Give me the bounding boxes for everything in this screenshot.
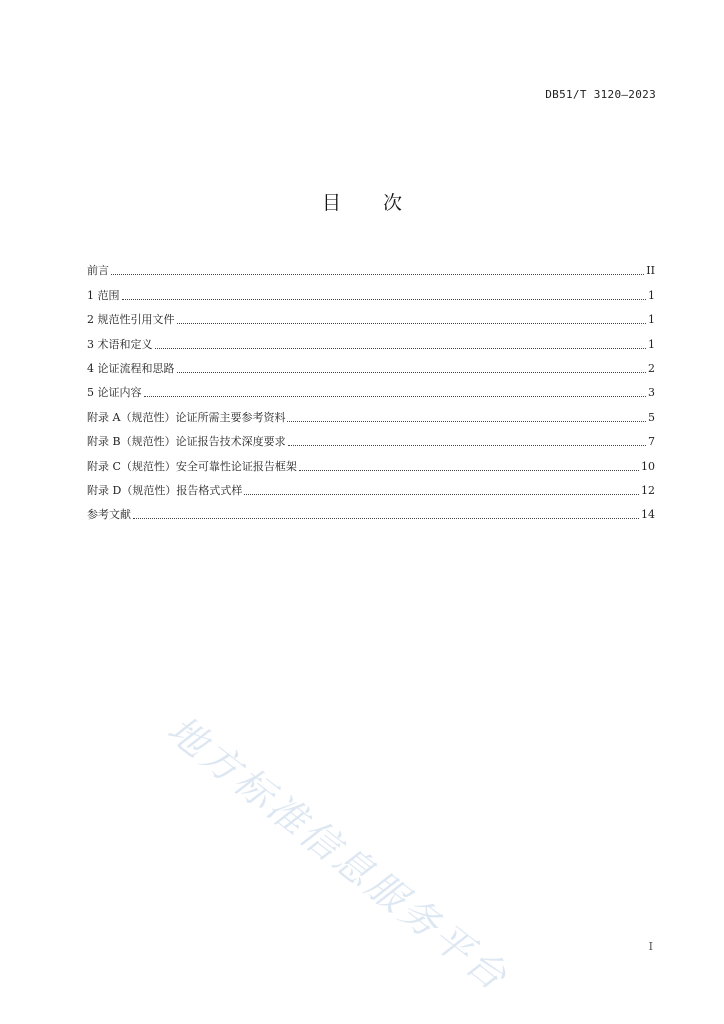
toc-entry-page: 2 [648, 361, 655, 375]
toc-entry-label: 参考文献 [87, 508, 131, 522]
toc-dot-leader [111, 273, 644, 275]
watermark: 地方标准信息服务平台 [159, 707, 518, 1001]
document-code: DB51/T 3120—2023 [545, 88, 656, 101]
toc-entry-page: 1 [648, 337, 655, 351]
toc-entry-page: 10 [641, 459, 655, 473]
toc-entry-page: 12 [641, 483, 655, 497]
toc-dot-leader [177, 371, 647, 373]
toc-entry-appendix-c[interactable] [87, 449, 655, 473]
page-number: I [648, 940, 653, 953]
toc-entry-label: 5 论证内容 [87, 386, 142, 400]
toc-entry-page: 14 [641, 508, 655, 522]
toc-entry-label: 附录 B（规范性）论证报告技术深度要求 [87, 435, 286, 449]
toc-title: 目 次 [321, 192, 421, 214]
toc-entry-label: 2 规范性引用文件 [87, 313, 175, 327]
toc-entry-page: 7 [648, 435, 655, 449]
toc-entry-appendix-a[interactable] [87, 400, 655, 424]
toc-entry-page: 1 [648, 288, 655, 302]
toc-dot-leader [288, 444, 646, 446]
toc-entry-label: 1 范围 [87, 288, 120, 302]
toc-dot-leader [287, 420, 646, 422]
toc-entry-appendix-d[interactable] [87, 474, 655, 498]
toc-entry-label: 3 术语和定义 [87, 337, 153, 351]
toc-entry-page: 5 [648, 410, 655, 424]
table-of-contents [87, 254, 655, 522]
toc-dot-leader [122, 298, 647, 300]
toc-dot-leader [299, 469, 639, 471]
toc-entry-label: 附录 A（规范性）论证所需主要参考资料 [87, 410, 286, 424]
toc-entry-scope[interactable] [87, 278, 655, 302]
toc-dot-leader [144, 395, 647, 397]
toc-entry-bibliography[interactable] [87, 498, 655, 522]
toc-entry-label: 前言 [87, 264, 109, 278]
toc-dot-leader [244, 493, 639, 495]
toc-entry-label: 附录 D（规范性）报告格式式样 [87, 483, 243, 497]
toc-entry-page: 1 [648, 313, 655, 327]
toc-entry-process[interactable] [87, 352, 655, 376]
toc-dot-leader [155, 347, 647, 349]
toc-entry-normative-references[interactable] [87, 303, 655, 327]
toc-entry-foreword[interactable] [87, 254, 655, 278]
toc-entry-page: 3 [648, 386, 655, 400]
toc-entry-terms-definitions[interactable] [87, 327, 655, 351]
toc-entry-content[interactable] [87, 376, 655, 400]
toc-entry-page: II [646, 264, 655, 278]
toc-entry-label: 附录 C（规范性）安全可靠性论证报告框架 [87, 459, 297, 473]
toc-entry-appendix-b[interactable] [87, 425, 655, 449]
toc-dot-leader [133, 517, 639, 519]
toc-entry-label: 4 论证流程和思路 [87, 361, 175, 375]
toc-dot-leader [177, 322, 647, 324]
